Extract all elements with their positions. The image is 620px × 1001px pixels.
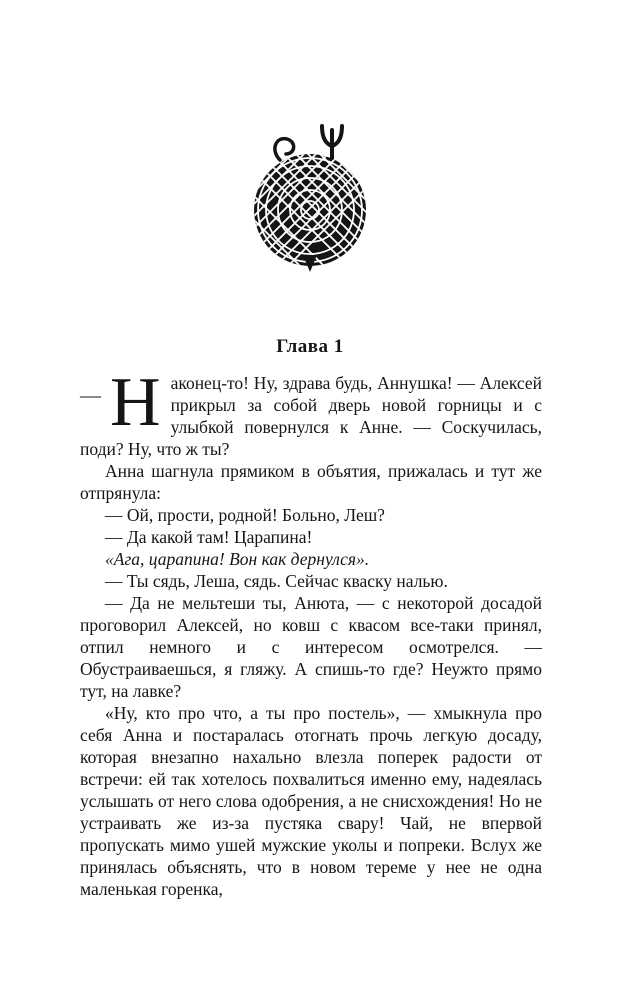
paragraph-inner-thought: «Ага, царапина! Вон как дернулся».: [105, 549, 370, 569]
opening-paragraph: [80, 364, 542, 460]
knotwork-roundel-icon: [250, 124, 370, 272]
drop-cap: Н: [110, 364, 161, 441]
chapter-title: Глава 1: [276, 336, 344, 357]
paragraph: — Да какой там! Царапина!: [105, 527, 313, 547]
chapter-ornament: [250, 124, 370, 272]
dialogue-dash: —: [80, 383, 101, 407]
paragraph: — Ой, прости, родной! Больно, Леш?: [105, 505, 385, 525]
paragraph: Анна шагнула прямиком в объятия, прижалась и тут же отпрянула:: [80, 461, 542, 503]
opening-text: аконец-то! Ну, здрава будь, Аннушка! — Алексей прикрыл за собой дверь новой горницы и с улыбкой повернулся к Анне. — Соскучилась, поди? Ну, что ж ты?: [80, 373, 542, 459]
text-block: [80, 364, 542, 900]
paragraph: — Ты сядь, Леша, сядь. Сейчас кваску налью.: [105, 571, 448, 591]
paragraph: — Да не мельтеши ты, Анюта, — с некоторой досадой проговорил Алексей, но ковш с квасом все-таки принял, отпил немного и с интересом осмотрелся. — Обустраиваешься, я гляжу. А спишь-то где? Неужто прямо тут, на лавке?: [80, 593, 542, 701]
paragraph: «Ну, кто про что, а ты про постель», — хмыкнула про себя Анна и постаралась отогнать прочь легкую досаду, которая внезапно нахально влезла поперек радости от встречи: ей так хотелось похвалиться именно ему, надеялась услышать от него слова одобрения, а не снисхождения! Но не устраивать же из-за пустяка свару! Чай, не впервой пропускать мимо ушей мужские уколы и попреки. Вслух же принялась объяснять, что в новом тереме у нее не одна маленькая горенка,: [80, 703, 542, 899]
